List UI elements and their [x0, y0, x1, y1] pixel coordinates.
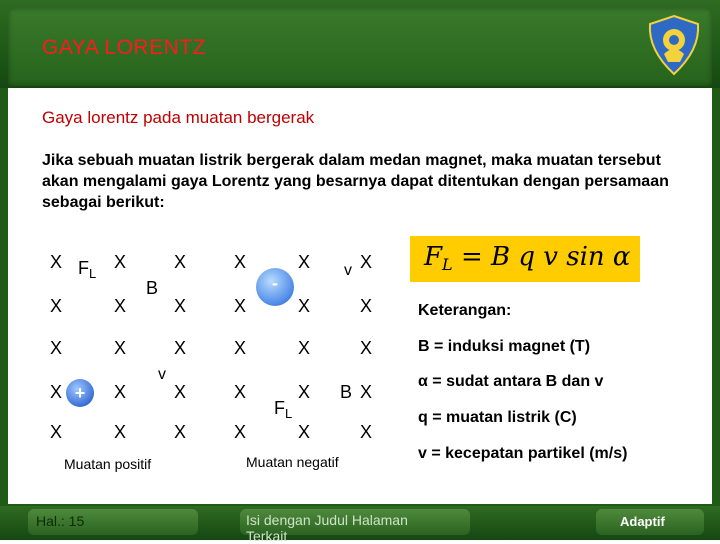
field-x-mark: X: [174, 338, 187, 358]
section-subtitle: Gaya lorentz pada muatan bergerak: [42, 108, 315, 127]
velocity-label-positive: v: [158, 366, 166, 383]
field-x-mark: X: [114, 338, 127, 358]
tut-wuri-handayani-logo-icon: [644, 14, 704, 76]
field-x-mark: X: [114, 422, 127, 442]
keterangan-item: α = sudat antara B dan v: [418, 373, 604, 390]
field-x-mark: X: [50, 338, 63, 358]
positive-charge: +: [66, 379, 94, 407]
keterangan-item: v = kecepatan partikel (m/s): [418, 445, 628, 462]
field-x-mark: X: [174, 296, 187, 316]
field-x-mark: X: [174, 382, 187, 402]
keterangan-item: B = induksi magnet (T): [418, 338, 591, 355]
intro-paragraph: Jika sebuah muatan listrik bergerak dalam medan magnet, maka muatan tersebut akan mengalami gaya Lorentz yang besarnya dapat ditentukan dengan persamaan sebagai berikut:: [42, 152, 669, 211]
footer-placeholder: Isi dengan Judul Halaman Terkait: [246, 512, 408, 544]
field-x-mark: X: [360, 382, 373, 402]
force-label-negative: $F_L$: [274, 398, 293, 421]
field-x-mark: X: [50, 252, 63, 272]
field-x-mark: X: [234, 252, 247, 272]
field-x-mark: X: [298, 338, 311, 358]
field-label-b-negative: B: [340, 382, 353, 402]
field-x-mark: X: [50, 296, 63, 316]
field-x-mark: X: [298, 382, 311, 402]
field-label-b: B: [146, 278, 159, 298]
page-number: Hal.: 15: [36, 513, 85, 529]
field-x-mark: X: [234, 382, 247, 402]
field-x-mark: X: [50, 382, 63, 402]
field-x-mark: X: [174, 422, 187, 442]
caption-negative: Muatan negatif: [246, 454, 339, 470]
field-x-mark: X: [360, 338, 373, 358]
velocity-label-negative: v: [344, 262, 352, 279]
field-x-mark: X: [234, 296, 247, 316]
field-x-mark: X: [234, 422, 247, 442]
field-x-mark: X: [114, 252, 127, 272]
negative-charge: -: [256, 268, 294, 306]
footer-brand: Adaptif: [620, 514, 665, 529]
field-x-mark: X: [50, 422, 63, 442]
lorentz-formula: FL = B q v sin α: [424, 242, 631, 274]
field-x-mark: X: [114, 296, 127, 316]
field-x-mark: X: [174, 252, 187, 272]
field-x-mark: X: [234, 338, 247, 358]
field-x-mark: X: [298, 252, 311, 272]
page-title: GAYA LORENTZ: [42, 36, 206, 59]
force-label-positive: $F_L$: [78, 258, 97, 281]
field-x-mark: X: [298, 422, 311, 442]
field-x-mark: X: [360, 422, 373, 442]
lorentz-formula-box: [410, 236, 640, 282]
field-x-mark: X: [360, 296, 373, 316]
keterangan-heading: Keterangan:: [418, 302, 512, 319]
field-x-mark: X: [114, 382, 127, 402]
keterangan-item: q = muatan listrik (C): [418, 409, 577, 426]
field-x-mark: X: [298, 296, 311, 316]
field-x-mark: X: [360, 252, 373, 272]
caption-positive: Muatan positif: [64, 456, 152, 472]
